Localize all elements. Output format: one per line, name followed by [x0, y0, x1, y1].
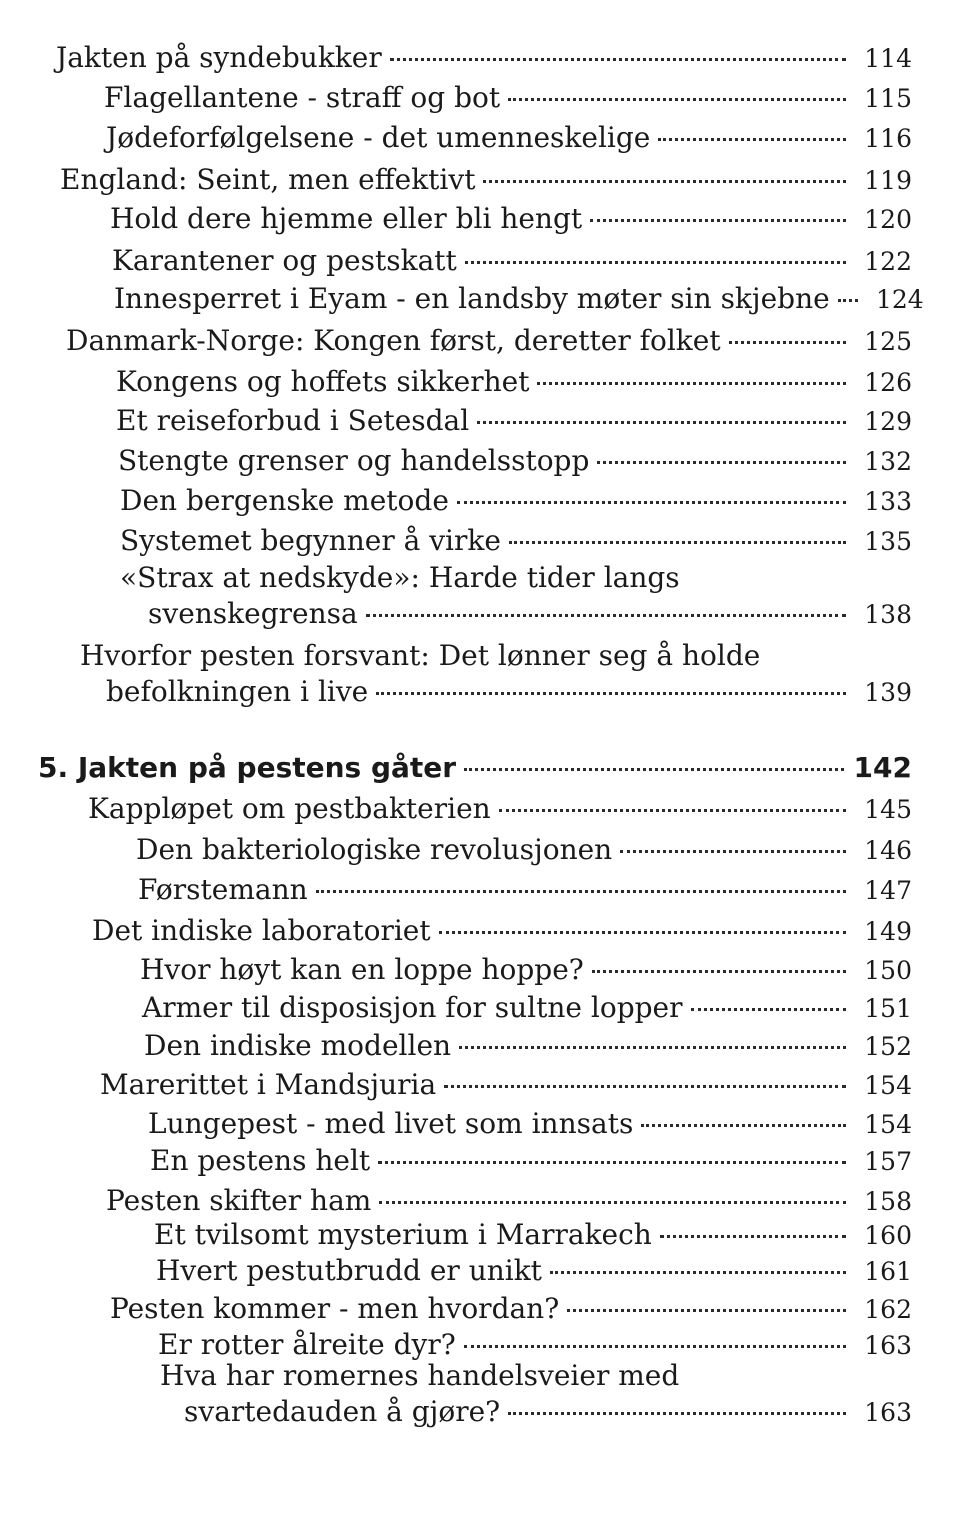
- dot-leader: [550, 1271, 846, 1274]
- toc-entry-title: Hvert pestutbrudd er unikt: [156, 1254, 542, 1287]
- toc-entry: [150, 1143, 912, 1180]
- toc-entry-page-number: 161: [864, 1257, 912, 1286]
- toc-entry-title: Hvor høyt kan en loppe hoppe?: [140, 953, 584, 986]
- toc-entry: [156, 1253, 912, 1290]
- toc-entry-title: En pestens helt: [150, 1144, 371, 1177]
- toc-entry-page-number: 116: [864, 124, 912, 153]
- dot-leader: [660, 1235, 846, 1238]
- toc-entry-page-number: 149: [864, 917, 912, 946]
- toc-entry-title: Er rotter ålreite dyr?: [158, 1328, 456, 1361]
- toc-entry-title: Kappløpet om pestbakterien: [88, 792, 491, 825]
- toc-entry: [160, 1358, 912, 1431]
- toc-entry-title: England: Seint, men effektivt: [60, 163, 476, 196]
- toc-entry-title: Pesten skifter ham: [106, 1184, 372, 1217]
- toc-entry: [154, 1217, 912, 1254]
- toc-entry-page-number: 135: [864, 527, 912, 556]
- toc-entry-title: Jakten på syndebukker: [56, 41, 382, 74]
- toc-entry: [66, 323, 912, 360]
- dot-leader: [483, 180, 846, 183]
- toc-entry-title: Pesten kommer - men hvordan?: [110, 1292, 560, 1325]
- dot-leader: [464, 768, 843, 771]
- toc-entry: [110, 201, 912, 238]
- toc-entry-title-line-2: svartedauden å gjøre?: [184, 1395, 501, 1428]
- toc-entry-title: Det indiske laboratoriet: [92, 914, 431, 947]
- toc-entry: [120, 523, 912, 560]
- dot-leader: [567, 1309, 846, 1312]
- toc-entry: [144, 1028, 912, 1065]
- toc-entry-page-number: 150: [864, 956, 912, 985]
- toc-entry-title: Førstemann: [138, 873, 308, 906]
- dot-leader: [439, 931, 846, 934]
- toc-entry-title: Marerittet i Mandsjuria: [100, 1068, 437, 1101]
- toc-entry-page-number: 162: [864, 1295, 912, 1324]
- toc-entry: [106, 120, 912, 157]
- toc-entry-page-number: 163: [864, 1398, 912, 1427]
- toc-entry: [104, 80, 912, 117]
- toc-entry-page-number: 122: [864, 247, 912, 276]
- dot-leader: [590, 219, 846, 222]
- toc-entry: [148, 1106, 912, 1143]
- chapter-title: 5. Jakten på pestens gåter: [38, 751, 457, 784]
- toc-entry: [116, 364, 912, 401]
- toc-entry-page-number: 114: [864, 44, 912, 73]
- dot-leader: [620, 850, 846, 853]
- toc-entry-page-number: 139: [864, 678, 912, 707]
- toc-entry-page-number: 132: [864, 447, 912, 476]
- toc-entry-page-number: 147: [864, 876, 912, 905]
- toc-entry-title: Systemet begynner å virke: [120, 524, 501, 557]
- toc-entry: [138, 872, 912, 909]
- toc-entry-page-number: 138: [864, 600, 912, 629]
- toc-entry-title-line-2: svenskegrensa: [148, 597, 358, 630]
- toc-entry: [88, 791, 912, 828]
- toc-entry-page-number: 115: [864, 84, 912, 113]
- toc-entry-page-number: 146: [864, 836, 912, 865]
- toc-entry-page-number: 133: [864, 487, 912, 516]
- dot-leader: [379, 1201, 846, 1204]
- toc-entry-title: Stengte grenser og handelsstopp: [118, 444, 590, 477]
- dot-leader: [390, 58, 846, 61]
- toc-entry-page-number: 154: [864, 1071, 912, 1100]
- toc-entry: [114, 281, 924, 318]
- dot-leader: [444, 1085, 846, 1088]
- toc-entry: [116, 403, 912, 440]
- toc-entry-page-number: 160: [864, 1221, 912, 1250]
- dot-leader: [658, 138, 846, 141]
- toc-entry-title: Kongens og hoffets sikkerhet: [116, 365, 530, 398]
- dot-leader: [459, 1046, 846, 1049]
- toc-entry-title: Den bakteriologiske revolusjonen: [136, 833, 613, 866]
- toc-entry-title-line-1: Hva har romernes handelsveier med: [160, 1359, 680, 1392]
- toc-entry-page-number: 119: [864, 166, 912, 195]
- toc-entry: [60, 162, 912, 199]
- toc-entry-title-line-1: «Strax at nedskyde»: Harde tider langs: [120, 561, 680, 594]
- toc-entry: [80, 638, 912, 711]
- dot-leader: [508, 1412, 846, 1415]
- dot-leader: [316, 890, 846, 893]
- dot-leader: [465, 261, 846, 264]
- dot-leader: [729, 341, 846, 344]
- toc-entry-title: Flagellantene - straff og bot: [104, 81, 501, 114]
- dot-leader: [838, 299, 858, 302]
- toc-entry-page-number: 120: [864, 205, 912, 234]
- dot-leader: [597, 461, 846, 464]
- toc-entry-page-number: 154: [864, 1110, 912, 1139]
- toc-entry-title: Karantener og pestskatt: [112, 244, 457, 277]
- dot-leader: [376, 692, 846, 695]
- toc-entry-title: Den bergenske metode: [120, 484, 449, 517]
- dot-leader: [592, 970, 846, 973]
- toc-entry: [118, 443, 912, 480]
- toc-entry-title: Et reiseforbud i Setesdal: [116, 404, 470, 437]
- toc-entry-page-number: 163: [864, 1331, 912, 1360]
- toc-entry-title: Lungepest - med livet som innsats: [148, 1107, 634, 1140]
- toc-entry: [136, 832, 912, 869]
- dot-leader: [537, 382, 846, 385]
- toc-entry: [56, 40, 912, 77]
- toc-entry: [142, 990, 912, 1027]
- toc-entry: [112, 243, 912, 280]
- dot-leader: [691, 1008, 846, 1011]
- dot-leader: [508, 98, 846, 101]
- dot-leader: [641, 1124, 846, 1127]
- toc-entry-page-number: 129: [864, 407, 912, 436]
- toc-entry-page-number: 145: [864, 795, 912, 824]
- toc-entry-page-number: 124: [875, 285, 924, 314]
- toc-entry-title: Armer til disposisjon for sultne lopper: [142, 991, 683, 1024]
- toc-entry-page-number: 157: [864, 1147, 912, 1176]
- toc-entry-title: Den indiske modellen: [144, 1029, 452, 1062]
- dot-leader: [378, 1161, 846, 1164]
- dot-leader: [464, 1345, 846, 1348]
- toc-entry-title: Danmark-Norge: Kongen først, deretter folket: [66, 324, 721, 357]
- dot-leader: [477, 421, 846, 424]
- toc-entry: [110, 1291, 912, 1328]
- toc-entry: [140, 952, 912, 989]
- toc-entry-page-number: 151: [864, 994, 912, 1023]
- dot-leader: [499, 809, 846, 812]
- toc-entry: [106, 1183, 912, 1220]
- toc-entry: [92, 913, 912, 950]
- toc-entry-page-number: 152: [864, 1032, 912, 1061]
- toc-entry-page-number: 126: [864, 368, 912, 397]
- toc-entry-page-number: 125: [864, 327, 912, 356]
- toc-chapter-heading: [38, 750, 912, 786]
- chapter-page-number: 142: [853, 751, 912, 784]
- toc-entry-title-line-2: befolkningen i live: [106, 675, 369, 708]
- dot-leader: [457, 501, 846, 504]
- toc-entry-title-line-1: Hvorfor pesten forsvant: Det lønner seg å holde: [80, 639, 761, 672]
- toc-entry: [120, 560, 912, 633]
- toc-entry-title: Et tvilsomt mysterium i Marrakech: [154, 1218, 652, 1251]
- toc-entry-title: Innesperret i Eyam - en landsby møter sin skjebne: [114, 282, 830, 315]
- dot-leader: [509, 541, 846, 544]
- toc-entry: [120, 483, 912, 520]
- dot-leader: [366, 614, 846, 617]
- toc-entry: [100, 1067, 912, 1104]
- toc-entry-title: Jødeforfølgelsene - det umenneskelige: [106, 121, 651, 154]
- toc-entry-page-number: 158: [864, 1187, 912, 1216]
- toc-entry-title: Hold dere hjemme eller bli hengt: [110, 202, 583, 235]
